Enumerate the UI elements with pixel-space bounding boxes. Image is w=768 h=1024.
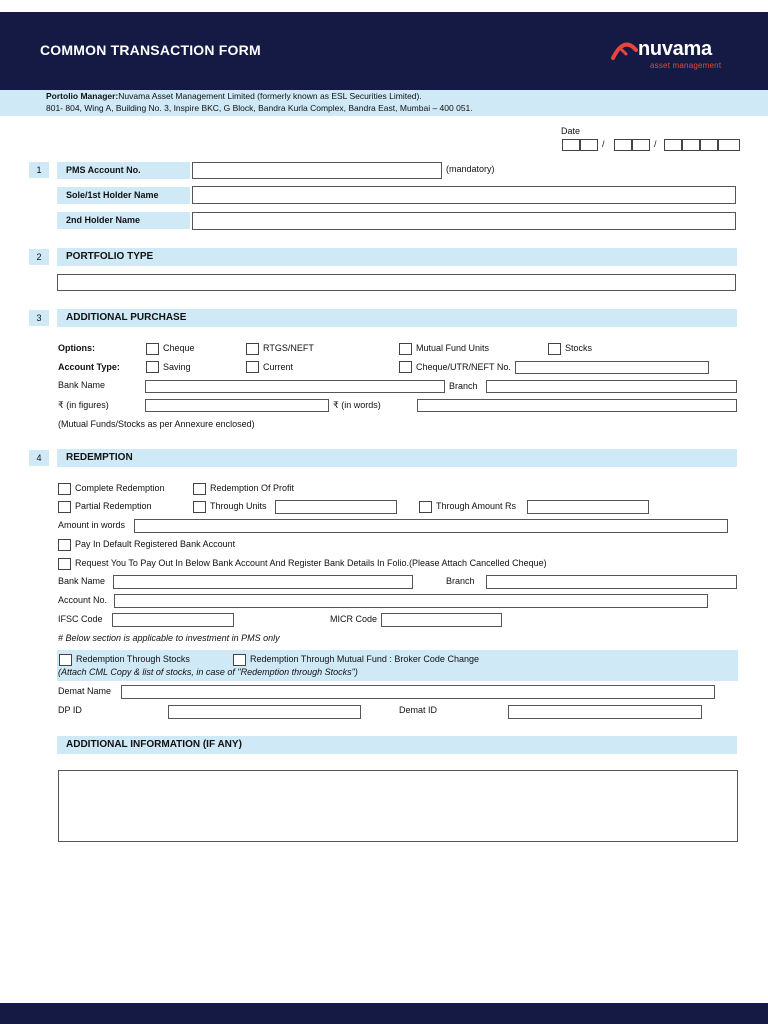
complete-redemption-checkbox[interactable] <box>58 483 71 495</box>
pay-out-label: Request You To Pay Out In Below Bank Account And Register Bank Details In Folio.(Please Attach Cancelled Cheque) <box>75 558 547 568</box>
holder2-input[interactable] <box>192 212 736 230</box>
section-2-number: 2 <box>29 249 49 265</box>
redemption-bank-name-input[interactable] <box>113 575 413 589</box>
section-4-bar <box>57 449 737 467</box>
purchase-branch-input[interactable] <box>486 380 737 393</box>
demat-name-label: Demat Name <box>58 686 112 696</box>
in-figures-input[interactable] <box>145 399 329 412</box>
purchase-bank-name-input[interactable] <box>145 380 445 393</box>
redemption-branch-input[interactable] <box>486 575 737 589</box>
additional-info-textarea[interactable] <box>58 770 738 842</box>
pay-default-label: Pay In Default Registered Bank Account <box>75 539 236 549</box>
cheque-label: Cheque <box>163 343 195 353</box>
mandatory-note: (mandatory) <box>446 164 495 174</box>
account-no-input[interactable] <box>114 594 708 608</box>
redemption-branch-label: Branch <box>446 576 475 586</box>
demat-name-input[interactable] <box>121 685 715 699</box>
form-title: COMMON TRANSACTION FORM <box>40 42 261 58</box>
logo-text: nuvama <box>638 38 712 60</box>
dp-id-label: DP ID <box>58 705 82 715</box>
date-sep-1: / <box>602 139 605 149</box>
date-year-4[interactable] <box>718 139 740 151</box>
date-day-2[interactable] <box>580 139 598 151</box>
through-amount-checkbox[interactable] <box>419 501 432 513</box>
rtgs-checkbox[interactable] <box>246 343 259 355</box>
ifsc-label: IFSC Code <box>58 614 103 624</box>
date-month-2[interactable] <box>632 139 650 151</box>
annexure-note: (Mutual Funds/Stocks as per Annexure enclosed) <box>58 419 255 429</box>
section-4-title: REDEMPTION <box>66 452 133 463</box>
complete-redemption-label: Complete Redemption <box>75 483 165 493</box>
date-year-2[interactable] <box>682 139 700 151</box>
section-2-bar <box>57 248 737 266</box>
nuvama-arc-icon <box>610 38 640 60</box>
purchase-bank-name-label: Bank Name <box>58 380 106 390</box>
account-no-label: Account No. <box>58 595 108 605</box>
holder2-label: 2nd Holder Name <box>66 215 141 225</box>
nuvama-logo <box>610 36 745 76</box>
micr-label: MICR Code <box>330 614 378 624</box>
manager-line <box>46 91 422 101</box>
holder1-input[interactable] <box>192 186 736 204</box>
manager-label: Portolio Manager: <box>46 91 119 101</box>
through-units-label: Through Units <box>210 501 267 511</box>
through-stocks-checkbox[interactable] <box>59 654 72 666</box>
section-3-title: ADDITIONAL PURCHASE <box>66 312 187 323</box>
redemption-profit-label: Redemption Of Profit <box>210 483 295 493</box>
amount-words-input[interactable] <box>134 519 728 533</box>
rtgs-label: RTGS/NEFT <box>263 343 314 353</box>
account-type-label: Account Type: <box>58 362 120 372</box>
saving-checkbox[interactable] <box>146 361 159 373</box>
current-checkbox[interactable] <box>246 361 259 373</box>
manager-name: Nuvama Asset Management Limited (formerly known as ESL Securities Limited). <box>118 91 422 101</box>
through-mf-checkbox[interactable] <box>233 654 246 666</box>
section-2-title: PORTFOLIO TYPE <box>66 251 154 262</box>
date-label: Date <box>561 126 581 136</box>
date-year-3[interactable] <box>700 139 718 151</box>
date-sep-2: / <box>654 139 657 149</box>
through-mf-label: Redemption Through Mutual Fund : Broker Code Change <box>250 654 479 664</box>
in-figures-label: ₹ (in figures) <box>58 400 109 410</box>
through-amount-input[interactable] <box>527 500 649 514</box>
pms-account-input[interactable] <box>192 162 442 179</box>
cheque-no-input[interactable] <box>515 361 709 374</box>
redemption-profit-checkbox[interactable] <box>193 483 206 495</box>
pay-out-checkbox[interactable] <box>58 558 71 570</box>
through-units-checkbox[interactable] <box>193 501 206 513</box>
pms-account-label: PMS Account No. <box>66 165 141 175</box>
date-day-1[interactable] <box>562 139 580 151</box>
logo-subtext: asset management <box>650 61 722 70</box>
mf-units-label: Mutual Fund Units <box>416 343 490 353</box>
stocks-label: Stocks <box>565 343 593 353</box>
options-label: Options: <box>58 343 95 353</box>
date-month-1[interactable] <box>614 139 632 151</box>
pms-only-note: # Below section is applicable to investment in PMS only <box>58 633 280 643</box>
through-units-input[interactable] <box>275 500 397 514</box>
current-label: Current <box>263 362 294 372</box>
partial-redemption-label: Partial Redemption <box>75 501 152 511</box>
section-1-number: 1 <box>29 162 49 178</box>
dp-id-input[interactable] <box>168 705 361 719</box>
cml-note: (Attach CML Copy & list of stocks, in case of "Redemption through Stocks") <box>58 667 358 677</box>
footer-bar <box>0 1003 768 1024</box>
stocks-checkbox[interactable] <box>548 343 561 355</box>
mf-units-checkbox[interactable] <box>399 343 412 355</box>
in-words-label: ₹ (in words) <box>333 400 381 410</box>
redemption-bank-name-label: Bank Name <box>58 576 106 586</box>
ifsc-input[interactable] <box>112 613 234 627</box>
section-3-number: 3 <box>29 310 49 326</box>
cheque-checkbox[interactable] <box>146 343 159 355</box>
pay-default-checkbox[interactable] <box>58 539 71 551</box>
partial-redemption-checkbox[interactable] <box>58 501 71 513</box>
section-5-title: ADDITIONAL INFORMATION (IF ANY) <box>66 739 242 750</box>
micr-input[interactable] <box>381 613 502 627</box>
purchase-branch-label: Branch <box>449 381 478 391</box>
manager-address: 801- 804, Wing A, Building No. 3, Inspire BKC, G Block, Bandra Kurla Complex, Bandra East, Mumbai – 400 051. <box>46 103 473 113</box>
demat-id-input[interactable] <box>508 705 702 719</box>
through-amount-label: Through Amount Rs <box>436 501 517 511</box>
through-stocks-label: Redemption Through Stocks <box>76 654 190 664</box>
date-year-1[interactable] <box>664 139 682 151</box>
demat-id-label: Demat ID <box>399 705 438 715</box>
cheque-no-checkbox[interactable] <box>399 361 412 373</box>
section-4-number: 4 <box>29 450 49 466</box>
portfolio-type-input[interactable] <box>57 274 736 291</box>
cheque-no-label: Cheque/UTR/NEFT No. <box>416 362 511 372</box>
holder1-label: Sole/1st Holder Name <box>66 190 159 200</box>
in-words-input[interactable] <box>417 399 737 412</box>
amount-words-label: Amount in words <box>58 520 126 530</box>
saving-label: Saving <box>163 362 191 372</box>
